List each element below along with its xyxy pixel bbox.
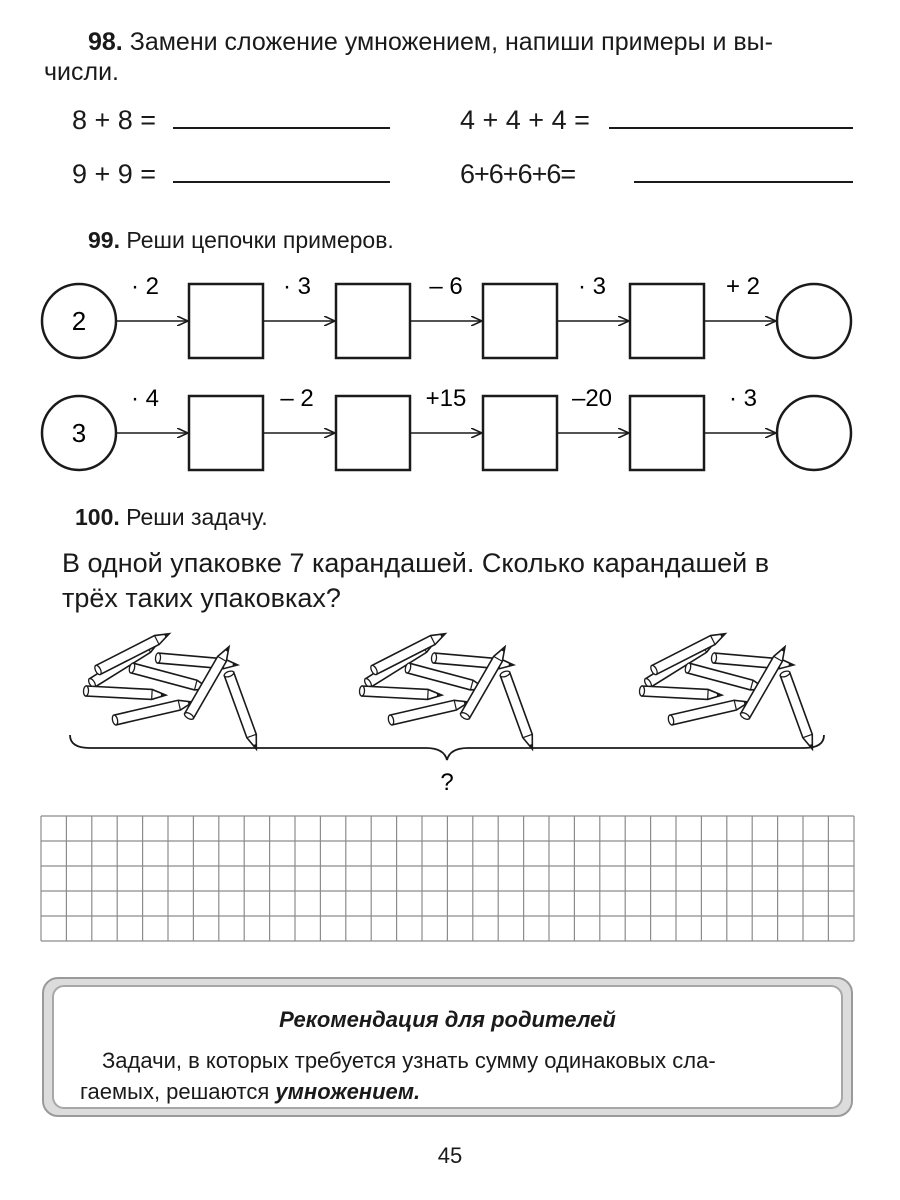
word-problem-line-1: В одной упаковке 7 карандашей. Сколько карандашей в: [62, 548, 770, 578]
chain-operation: · 4: [130, 385, 160, 412]
answer-box[interactable]: [630, 396, 704, 470]
task-98-number: 98.: [88, 28, 123, 56]
pencil-icon: [111, 697, 194, 725]
curly-brace: [70, 735, 824, 760]
chain-operation: · 3: [282, 273, 312, 300]
pencil-pack: [83, 630, 261, 751]
answer-box[interactable]: [189, 396, 263, 470]
word-problem-line-2: трёх таких упаковках?: [62, 583, 341, 613]
chain-operation: · 3: [577, 273, 607, 300]
task-99-heading: [88, 224, 394, 257]
chain-operation: · 3: [728, 385, 758, 412]
answer-box[interactable]: [483, 396, 557, 470]
answer-box[interactable]: [336, 284, 410, 358]
expression-4-4-4: 4 + 4 + 4 =: [460, 105, 590, 135]
task-98-text: Замени сложение умножением, напиши примеры и вы-: [129, 28, 773, 56]
result-circle[interactable]: [777, 396, 851, 470]
answer-line[interactable]: [634, 181, 853, 183]
parent-recommendation-box: [42, 977, 853, 1117]
chain-operation: · 2: [130, 273, 160, 300]
chain-operation: + 2: [725, 273, 761, 300]
chain-operation: – 6: [429, 273, 463, 300]
pencil-pack: [639, 630, 817, 751]
pencil-illustration: [0, 630, 900, 800]
task-100-text: Реши задачу.: [126, 504, 268, 530]
chain-operation: –20: [571, 385, 613, 412]
recommendation-panel: [52, 985, 843, 1109]
answer-box[interactable]: [483, 284, 557, 358]
answer-grid[interactable]: [40, 815, 856, 945]
chain-start-value: 3: [71, 418, 87, 448]
result-circle[interactable]: [777, 284, 851, 358]
pencil-pack: [359, 630, 537, 751]
chain-2: [42, 385, 851, 470]
expression-8-8: 8 + 8 =: [72, 105, 157, 135]
recommendation-title: Рекомендация для родителей: [279, 1007, 616, 1032]
answer-line[interactable]: [173, 127, 390, 129]
pencil-icon: [83, 686, 166, 700]
chain-operation: – 2: [280, 385, 314, 412]
page-number: 45: [437, 1143, 463, 1168]
task-99-text: Реши цепочки примеров.: [126, 227, 394, 253]
answer-box[interactable]: [189, 284, 263, 358]
pencil-icon: [223, 670, 261, 751]
chain-1: [42, 273, 851, 358]
recommendation-text-line-2: [80, 1076, 420, 1107]
task-98-heading: [88, 26, 868, 59]
task-99-number: 99.: [88, 227, 120, 253]
task-100-heading: [75, 501, 268, 534]
answer-box[interactable]: [630, 284, 704, 358]
task-98-text-cont: числи.: [44, 58, 119, 86]
task-100-number: 100.: [75, 504, 120, 530]
recommendation-emphasis: умножением.: [275, 1079, 421, 1104]
answer-box[interactable]: [336, 396, 410, 470]
expression-9-9: 9 + 9 =: [72, 159, 157, 189]
answer-line[interactable]: [173, 181, 390, 183]
recommendation-text-cont: гаемых, решаются: [80, 1079, 270, 1104]
answer-line[interactable]: [609, 127, 853, 129]
chain-start-value: 2: [71, 306, 87, 336]
question-mark: ?: [440, 769, 454, 796]
expression-6-6-6-6: 6+6+6+6=: [460, 159, 576, 189]
recommendation-text: [80, 1045, 819, 1107]
example-chains: [0, 255, 900, 485]
recommendation-text-line-1: Задачи, в которых требуется узнать сумму одинаковых сла-: [102, 1048, 716, 1073]
chain-operation: +15: [425, 385, 467, 412]
